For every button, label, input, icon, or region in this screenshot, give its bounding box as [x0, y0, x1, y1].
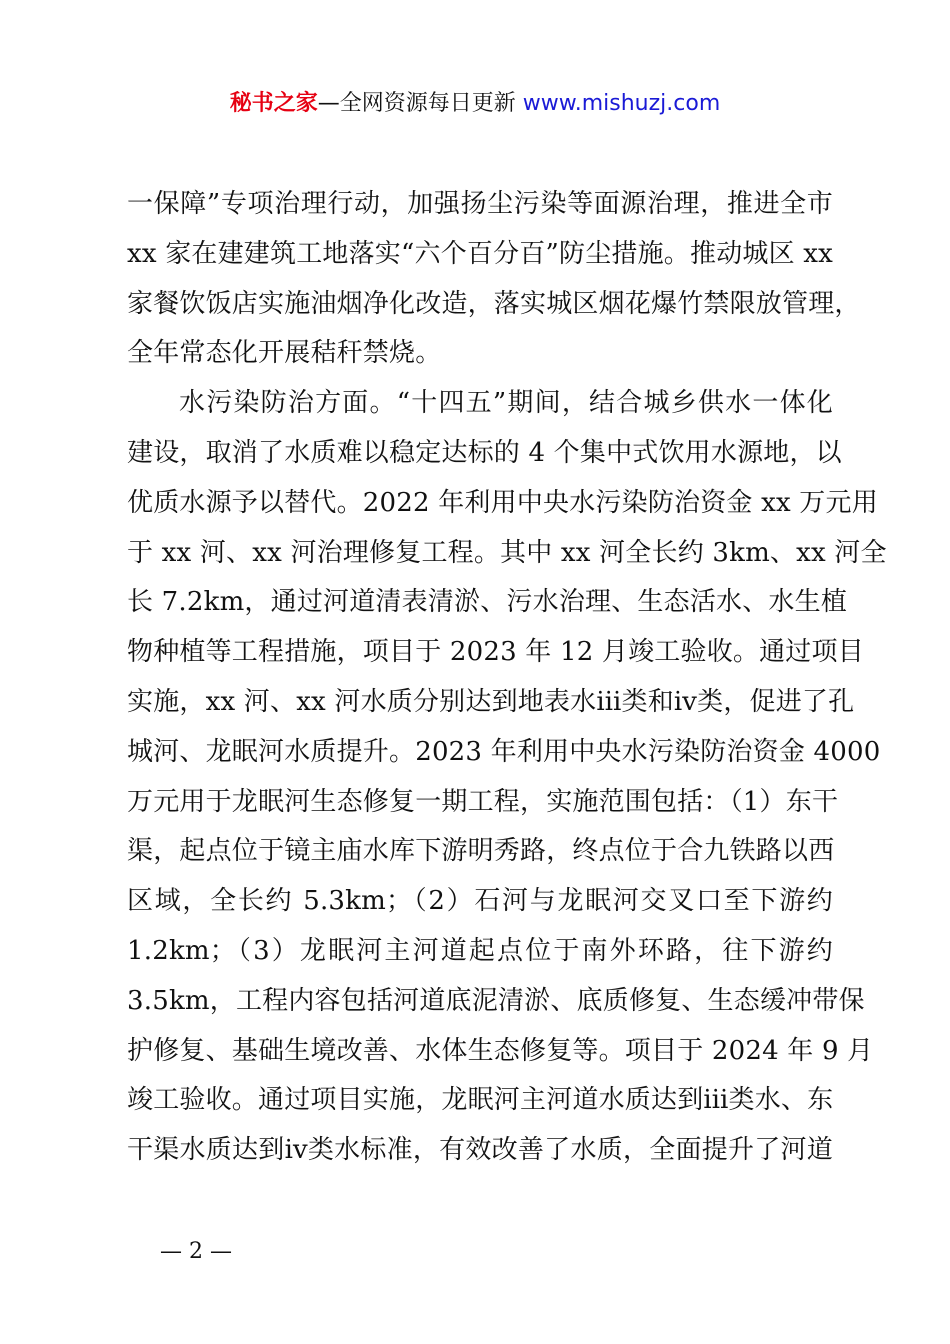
brand-name: 秘书之家 — [229, 91, 318, 116]
document-body — [127, 180, 887, 1176]
text-line: 一保障”专项治理行动，加强扬尘污染等面源治理，推进全市 — [127, 189, 833, 219]
text-line: 3.5km，工程内容包括河道底泥清淤、底质修复、生态缓冲带保 — [127, 985, 865, 1016]
text-line: 城河、龙眠河水质提升。2023 年利用中央水污染防治资金 4000 — [127, 736, 881, 767]
text-line: 实施，xx 河、xx 河水质分别达到地表水ⅲ类和ⅳ类，促进了孔 — [127, 686, 855, 717]
paragraph-start-line: 水污染防治方面。“十四五”期间，结合城乡供水一体化 — [179, 388, 833, 419]
page-number: — 2 — — [160, 1239, 232, 1264]
site-url-link[interactable]: www.mishuzj.com — [522, 91, 721, 116]
text-line: 家餐饮饭店实施油烟净化改造，落实城区烟花爆竹禁限放管理， — [127, 288, 861, 319]
text-line: xx 家在建建筑工地落实“六个百分百”防尘措施。推动城区 xx — [127, 238, 833, 269]
text-line: 建设，取消了水质难以稳定达标的 4 个集中式饮用水源地，以 — [127, 437, 842, 468]
text-line: 竣工验收。通过项目实施，龙眠河主河道水质达到ⅲ类水、东 — [127, 1085, 834, 1116]
text-line: 于 xx 河、xx 河治理修复工程。其中 xx 河全长约 3km、xx 河全 — [127, 537, 887, 568]
text-line: 优质水源予以替代。2022 年利用中央水污染防治资金 xx 万元用 — [127, 487, 878, 518]
text-line: 1.2km；（3）龙眠河主河道起点位于南外环路，往下游约 — [127, 935, 833, 966]
site-header — [0, 86, 950, 122]
text-line: 护修复、基础生境改善、水体生态修复等。项目于 2024 年 9 月 — [127, 1035, 874, 1066]
header-slogan: —全网资源每日更新 — [317, 91, 523, 116]
text-line: 干渠水质达到ⅳ类水标准，有效改善了水质，全面提升了河道 — [127, 1135, 833, 1166]
text-line: 长 7.2km，通过河道清表清淤、污水治理、生态活水、水生植 — [127, 587, 848, 618]
text-line: 渠，起点位于镜主庙水库下游明秀路，终点位于合九铁路以西 — [127, 836, 835, 867]
text-line: 万元用于龙眠河生态修复一期工程，实施范围包括：（1）东干 — [127, 786, 839, 817]
text-line: 区域，全长约 5.3km；（2）石河与龙眠河交叉口至下游约 — [127, 886, 833, 917]
text-line: 物种植等工程措施，项目于 2023 年 12 月竣工验收。通过项目 — [127, 637, 864, 668]
text-line: 全年常态化开展秸秆禁烧。 — [127, 338, 442, 369]
